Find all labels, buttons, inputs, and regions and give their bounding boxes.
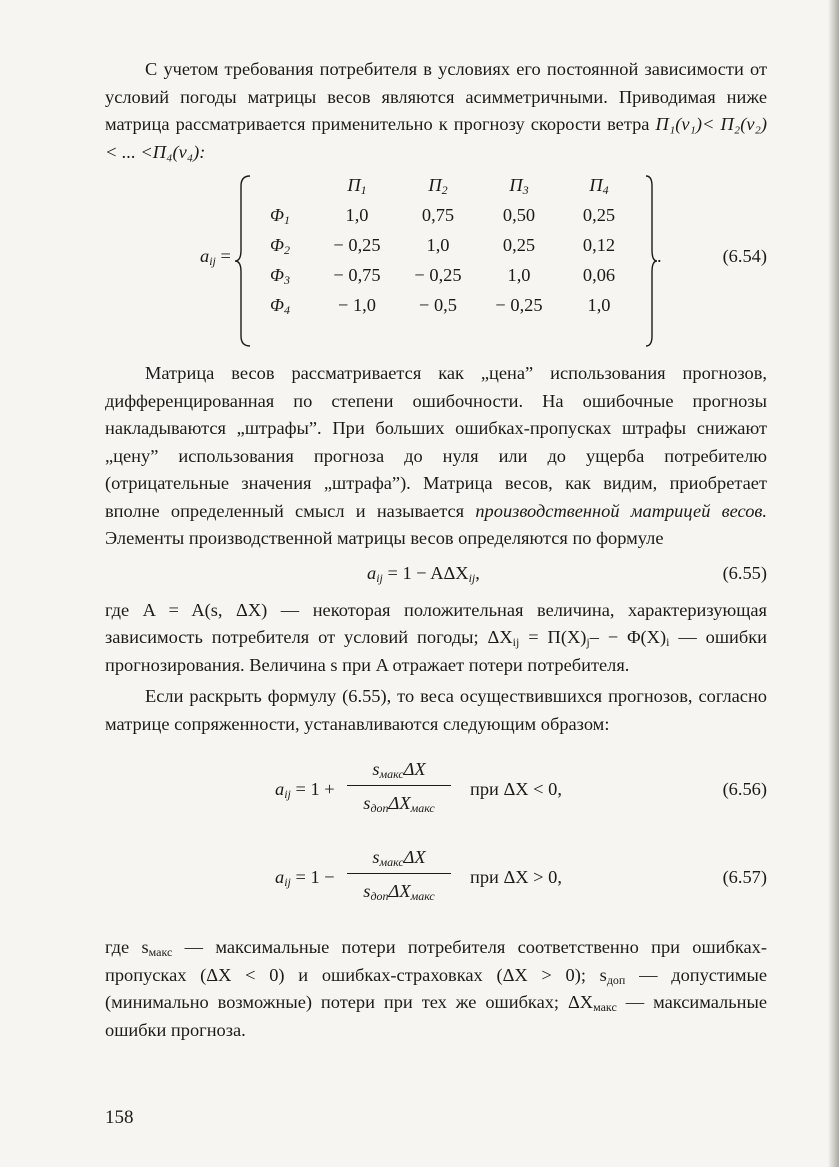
equation-number: (6.56) <box>722 779 767 799</box>
matrix-row <box>250 292 650 322</box>
matrix-row-label: $\Phi_1$ <box>270 205 290 227</box>
formula-6-57 <box>105 844 767 916</box>
matrix-cell: 1,0 <box>587 295 611 315</box>
formula-6-56 <box>105 756 767 828</box>
matrix-cell: 1,0 <box>507 265 531 285</box>
formula-condition: при ΔX < 0, <box>470 779 562 799</box>
page-body <box>105 56 768 1128</box>
matrix-col-header: $П_2$ <box>428 175 448 197</box>
matrix-cell: 1,0 <box>345 205 369 225</box>
matrix-row-label: $\Phi_2$ <box>270 235 290 257</box>
matrix-cell: 0,25 <box>502 235 536 255</box>
matrix-row-label: $\Phi_3$ <box>270 265 290 287</box>
page-number: 158 <box>105 1107 134 1128</box>
matrix-equation-6-54 <box>105 172 767 350</box>
formula-6-55 <box>105 553 767 597</box>
paragraph-intro-formula: П₁(v₁)< П₂(v₂)< ... <П₄(v₄): <box>105 114 768 162</box>
matrix-cell: − 0,25 <box>495 295 543 315</box>
formula-condition: при ΔX > 0, <box>470 867 562 887</box>
term-production-matrix: производственной матрицей весов. <box>475 500 768 521</box>
matrix-cell: 0,25 <box>582 205 616 225</box>
matrix-row-label: $\Phi_4$ <box>270 295 290 317</box>
paragraph-weights-definition: Матрица весов рассматривается как „цена” использования прогнозов, дифференцированная по степени ошибочности. На ошибочные прогнозы накладываются „штрафы”. При больших ошибках-пропусках штрафы снижают „цену” использования прогноза до нуля или до ущерба потребителю (отрицательные значения „штрафа”). Матрица весов, как видим, приобретает вполне определенный смысл и называется производственной матрицей весов. Элементы производственной матрицы весов определяются по формуле <box>105 363 768 548</box>
matrix-row <box>250 202 650 232</box>
matrix-cell: − 0,25 <box>333 235 381 255</box>
page-edge-shadow <box>828 0 839 1167</box>
paragraph-expand-formula: Если раскрыть формулу (6.55), то веса осуществившихся прогнозов, согласно матрице сопряженности, устанавливаются следующим образом: <box>105 686 767 734</box>
paragraph-where-A: где A = A(s, ΔX) — некоторая положительная величина, характеризующая зависимость потребителя от условий погоды; $\Delta X_{ij} = П(X)_j- - \Phi(X)_i$ — ошибки прогнозирования. Величина s при A отражает потери потребителя. <box>105 599 767 675</box>
matrix-lhs: $a_{ij}$ = <box>200 246 231 268</box>
formula-fraction: $s_{макс}\Delta X$ $s_{доп}\Delta X_{макс}$ <box>347 756 451 818</box>
paragraph-where-s: где $s_{макс}$ — максимальные потери потребителя соответственно при ошибках-пропусках (ΔX < 0) и ошибках-страховках (ΔX > 0); $s_{доп}$ — допустимые (минимально возможные) потери при тех же ошибках; $\Delta X_{макс}$ — максимальные ошибки прогноза. <box>105 937 767 1040</box>
formula-lhs: $a_{ij} = 1$ + <box>275 779 335 801</box>
equation-number: (6.55) <box>722 562 767 583</box>
matrix-cell: 0,50 <box>502 205 536 225</box>
matrix-cell: 0,12 <box>582 235 616 255</box>
formula-fraction: $s_{макс}\Delta X$ $s_{доп}\Delta X_{макс}$ <box>347 844 451 906</box>
matrix-terminator: . <box>657 246 662 266</box>
matrix-row <box>250 232 650 262</box>
paragraph-intro <box>105 56 767 166</box>
equation-number: (6.54) <box>722 246 767 266</box>
matrix-header-row <box>250 172 650 202</box>
paragraph-intro-text: С учетом требования потребителя в условиях его постоянной зависимости от условий погоды матрицы весов являются асимметричными. Приводимая ниже матрица рассматривается применительно к прогнозу скорости ветра <box>105 59 767 134</box>
matrix-cell: 0,06 <box>582 265 616 285</box>
equation-number: (6.57) <box>722 867 767 887</box>
formula-expression: $a_{ij} = 1 - A\Delta X_{ij}$, <box>367 562 480 585</box>
matrix-col-header: $П_1$ <box>347 175 367 197</box>
formula-lhs: $a_{ij} = 1$ − <box>275 867 335 889</box>
matrix-cell: 1,0 <box>426 235 450 255</box>
matrix-cell: − 0,75 <box>333 265 381 285</box>
right-brace-icon <box>644 172 658 350</box>
matrix-col-header: $П_3$ <box>509 175 529 197</box>
matrix-cell: 0,75 <box>421 205 455 225</box>
matrix-row <box>250 262 650 292</box>
matrix-col-header: $П_4$ <box>589 175 609 197</box>
matrix-cell: − 1,0 <box>338 295 376 315</box>
matrix-cell: − 0,5 <box>419 295 457 315</box>
matrix-cell: − 0,25 <box>414 265 462 285</box>
